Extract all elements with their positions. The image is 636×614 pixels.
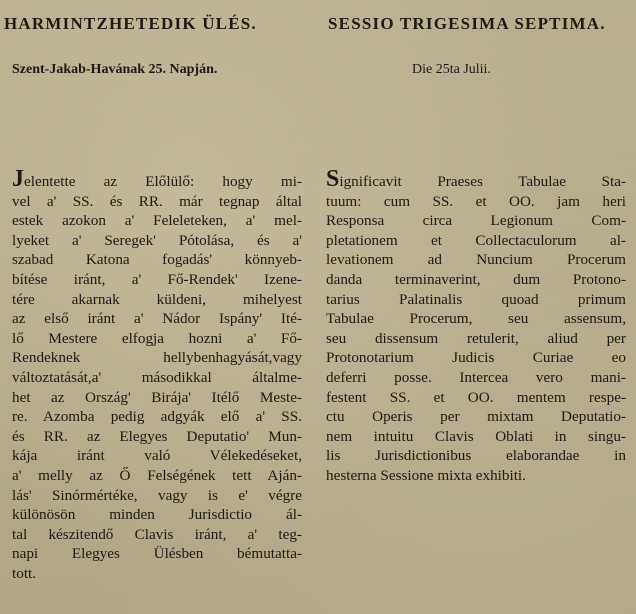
drop-cap: S [326,166,340,192]
text-line: az első iránt a' Nádor Ispány' Ité- [12,310,302,328]
session-date-latin: Die 25ta Julii. [412,62,491,77]
text-line: tarius Palatinalis quoad primum [326,290,626,308]
text-line: lyeket a' Seregek' Pótolása, és a' [12,231,302,249]
drop-cap: J [12,166,24,192]
text-line: bítése iránt, a' Fő-Rendek' Izene- [12,270,302,288]
text-line: seu dissensum retulerit, aliud per [326,329,626,347]
text-line-content: ignificavit Praeses Tabulae Sta- [339,173,626,190]
text-line: és RR. az Elegyes Deputatio' Mun- [12,427,302,445]
text-line: szabad Katona fogadás' könnyeb- [12,251,302,269]
text-line: lás' Sinórmértéke, vagy is e' végre [12,486,302,504]
text-line: tére akarnak küldeni, mihelyest [12,290,302,308]
text-line: a' melly az Ő Felségének tett Aján- [12,466,302,484]
text-line: tuum: cum SS. et OO. jam heri [326,192,626,210]
text-line: napi Elegyes Ülésben bémutatta- [12,545,302,563]
text-line [12,166,302,192]
session-title-latin: SESSIO TRIGESIMA SEPTIMA. [328,14,606,33]
text-line: Tabulae Procerum, seu assensum, [326,310,626,328]
text-line: festent SS. et OO. mentem respe- [326,388,626,406]
text-line: re. Azomba pedig adgyák elő a' SS. [12,408,302,426]
session-date-hungarian: Szent-Jakab-Havának 25. Napján. [12,62,218,77]
text-line: Rendeknek hellybenhagyását,vagy [12,349,302,367]
text-line: lő Mestere elfogja hozni a' Fő- [12,329,302,347]
text-line: levationem ad Nuncium Procerum [326,251,626,269]
text-line: deferri posse. Intercea vero mani- [326,368,626,386]
text-line: vel a' SS. és RR. már tegnap által [12,192,302,210]
text-line: nem intuitu Clavis Oblati in singu- [326,427,626,445]
text-line: Responsa circa Legionum Com- [326,212,626,230]
text-line: pletationem et Collectaculorum al- [326,231,626,249]
text-line: lis Jurisdictionibus elaborandae in [326,447,626,465]
text-line: estek azokon a' Feleleteken, a' mel- [12,212,302,230]
text-line: kája iránt való Vélekedéseket, [12,447,302,465]
text-line-content: elentette az Előlülő: hogy mi- [24,173,302,190]
text-line [326,166,626,192]
text-line: tott. [12,564,37,582]
text-line: danda terminaverint, dum Protono- [326,270,626,288]
text-line: különösön minden Jurisdictio ál- [12,506,302,524]
text-line: ctu Operis per mixtam Deputatio- [326,408,626,426]
text-line: tal készitendő Clavis iránt, a' teg- [12,525,302,543]
latin-column [326,166,626,486]
session-title-hungarian: HARMINTZHETEDIK ÜLÉS. [4,14,257,33]
text-line: het az Ország' Birája' Itélő Meste- [12,388,302,406]
text-line: Protonotarium Judicis Curiae eo [326,349,626,367]
hungarian-column [12,166,302,583]
text-line: változtatását,a' másodikkal általme- [12,368,302,386]
text-line: hesterna Sessione mixta exhibiti. [326,466,526,484]
